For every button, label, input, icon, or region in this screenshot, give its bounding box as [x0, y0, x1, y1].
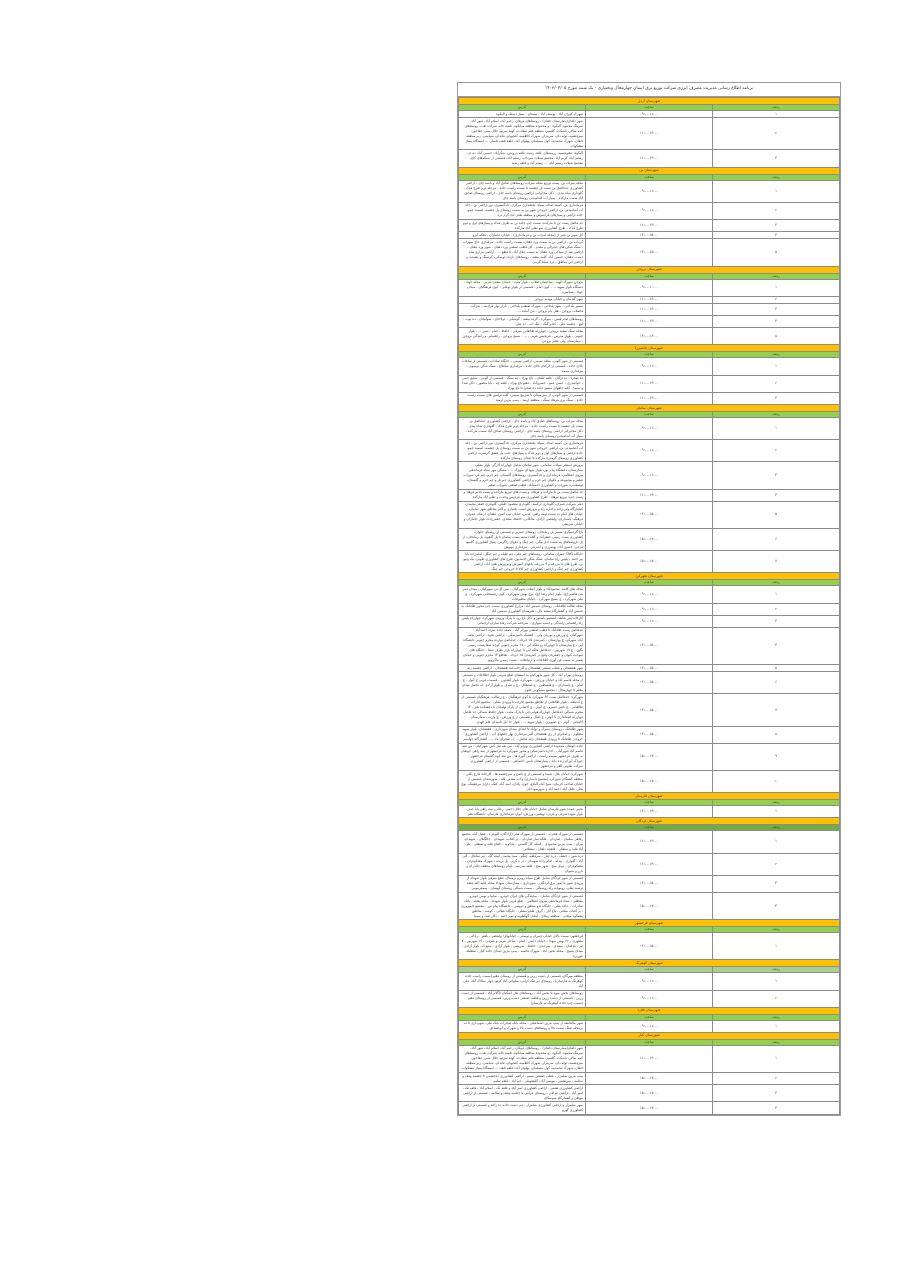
- outage-address: دره شور - خشک - دره چنار - سرقلعه، چنگو - سید محمد - آیینه گک - تیر ساغال - آلی آباد - گلواری - بیدله - امام زاده شهیدان - در ه گرم - پل بریده - شهرک مشکوه‌ران - مشکوه‌ران - دوتل میخ - شهر منج - قلعه مدرسه - امام روستاهای منطقه جالدران و بارز و شیوان: [459, 853, 586, 875]
- outage-time: ۱۵:۰۰-۱۷:۰۰: [586, 551, 713, 573]
- outage-time: ۱۵:۰۰-۱۷:۰۰: [586, 528, 713, 550]
- outage-time: ۱۵:۰۰-۱۷:۰۰: [586, 1085, 713, 1102]
- header-time: ساعت: [586, 105, 713, 111]
- row-number: ۶: [713, 528, 840, 550]
- outage-address: روستاهای بخش میهه تا بخش آباد - روستاهای نعل اشکنان تاگلام آباد - قسمتی از دشت زرین - قسمتی از دشت زرین و قطب صنعتی دشت زرین، قسمتی از روستای دهنو (سمت چپ جاده کوهرنگ به فارسان): [459, 990, 586, 1007]
- row-number: ۱: [713, 586, 840, 603]
- table-row: [459, 771, 840, 793]
- outage-time: ۰۹:۰۰-۱۱:۰۰: [586, 615, 713, 627]
- outage-time: ۰۹:۰۰-۱۱:۰۰: [586, 462, 713, 489]
- section-title: شهرستان بن: [459, 167, 840, 174]
- table-row: [459, 303, 840, 315]
- row-number: ۲: [713, 118, 840, 150]
- outage-time: ۱۳:۰۰-۱۵:۰۰: [586, 665, 713, 672]
- table-row: [459, 111, 840, 118]
- outage-address: باغ گردشگری مسیر پل زمانخان، روستای چمزین و قسمتی از روستای چلوان، کشاورزی پست زمینی جعفرآباد و کلاه دسته، پست سامان تا پل گلقوه، پل زمانخان، از پل تاروستاهای به سمت ادل بیگی، چم چنگ و باغهای زاگرس، پمپاژ کشاورزی گلمبو، فرحی، حسین آباد، پهنمرزی و اشرفی - مرغداری بهنوش: [459, 528, 586, 550]
- outage-address: روستای بهرام آباد - کل شهر شهرکیان به استثنای ضلع شرقی بلوار اطلاعات و قسمتی از محله قاسم آباد و خیابان ورزش - شهرکرد، بلوار کشاورز - قسمت غربی چ آبوار - چ امام - چ پاسداران - چ فلسطین - چ استقلال - چ و صدف و بلوار آزادی حد فاصل میدان معلم تا چهارمحال - مجتمع مسکونی علوم: [459, 672, 586, 694]
- row-number: ۲: [713, 990, 840, 1007]
- section-header: [459, 405, 840, 412]
- table-row: [459, 528, 840, 550]
- row-number: ۵: [713, 239, 840, 266]
- row-number: ۶: [713, 672, 840, 694]
- outage-address: پمپ بنزین شلمزار - قطب صنعتی نسیم - اراضی کشاورزی ده‌چشمی تا چشمه وقف و سالمه - سرتشنیز - موسی آباد، کلیشوبلی - چم آباد - قلعه سلیم: [459, 1073, 586, 1085]
- outage-schedule-table: [458, 97, 840, 1115]
- table-row: [459, 665, 840, 672]
- outage-time: ۱۵:۰۰-۱۷:۰۰: [586, 743, 713, 770]
- row-number: ۱۰: [713, 771, 840, 793]
- table-row: [459, 358, 840, 375]
- outage-time: ۱۳:۰۰-۱۴:۰۰: [586, 806, 713, 818]
- section-header: [459, 345, 840, 352]
- row-number: ۴: [713, 489, 840, 501]
- outage-time: ۱۳:۰۰-۱۵:۰۰: [586, 933, 713, 960]
- header-address: آدرس: [459, 273, 586, 279]
- section-header: [459, 573, 840, 580]
- outage-time: ۰۹:۰۰-۱۱:۰۰: [586, 990, 713, 1007]
- outage-address: قسمتی از شهر آلونی، محله سیمی، اراضی سیمی - جایگاه سادات - قسمتی از ساعات بالای جاده - قسمتی از کرکنان بالای جاده - مرغداری ساقلاغ - سنگ شکن دوسوی - مرغداری سیمه: [459, 358, 586, 375]
- outage-address: فرمانداری بن، کمیته امداد، سپاه، بخشداری مرکزی، دادگستری، تور اراضی بن - چاه آب آشامیدنی بن، اراضی خروجی شهر بن به سمت روستای پل چشمه، اسمند چمو، جاده اراضی و پمپاژهای فراشوش و منطقه نقلی آباد گرم دره: [459, 202, 586, 219]
- table-row: [459, 279, 840, 296]
- section-header: [459, 98, 840, 105]
- row-number: ۱: [713, 1020, 840, 1032]
- section-title: شهرستان فارسان: [459, 793, 840, 800]
- table-row: [459, 615, 840, 627]
- header-address: آدرس: [459, 174, 586, 180]
- table-row: [459, 973, 840, 990]
- row-number: ۳: [713, 462, 840, 489]
- outage-time: ۱۳:۰۰-۱۵:۰۰: [586, 672, 713, 694]
- schedule-sheet: [457, 82, 841, 1116]
- outage-time: ۱۳:۰۰-۱۵:۰۰: [586, 501, 713, 528]
- row-number: ۱: [713, 806, 840, 818]
- outage-address: جاده جونقان محدوده اراضی کشاورزی بهرام آباد - من نعه تیاز کش شهرکیان - من نعه قاسم آباد شهرکیان - اداره دامپزشکی و محور شهرکرد به فرخشهر از سه راهی جونقان به طرف فرخشهر سمت راست - اراضی گوره ها - من نعه کوه گلستان فرخشهر - خوراک آوزان زنده داند - بیمارستان تامین اجتماعی - قسمتی از اراضی کشاورزی شرکت تعاونی آلفر و فرخشهر: [459, 743, 586, 770]
- table-row: [459, 586, 840, 603]
- table-row: [459, 806, 840, 818]
- section-title: شهرستان اردل: [459, 98, 840, 105]
- table-row: [459, 853, 840, 875]
- outage-address: شهرکرد: حدفاصل پست ۶۳ شهرکرد تا کوی فرهنگیان - چ رسالت، فرهنگیان قسمتی از چ اندیشه - بلوار طالقانی از تقاطع مجتمع ادارات تا ورودی معلی - مجتمع ادارات طالقانی - چ ناصر خسرو - چ آبوار - چ کاشانی از پارک تهلیجان تا دانشکده هنر - ۱۴ محرم شمالی حدفاصل چهارراه هوایی‌چی تا پارک ملت - بلوار حافظ شمالی حد فاصل چهارراه استانداری تا کوثر - چ اقبال و قسمتی از چ ورزش - چ وارث - بیمارستان کاشانی - کوثر - چ صنوبری - بلوار شهید ... - بلوار ۱۲ ایل نامیدان علم الهدی: [459, 694, 586, 726]
- outage-time: ۱۱:۰۰-۱۳:۰۰: [586, 118, 713, 150]
- outage-time: ۱۱:۰۰-۱۳:۰۰: [586, 296, 713, 303]
- table-row: [459, 672, 840, 694]
- header-time: ساعت: [586, 967, 713, 973]
- section-header: [459, 266, 840, 273]
- header-row-number: ردیف: [713, 580, 840, 586]
- outage-address: ده صحرا - ده ترکان - قلعه افغان - باغ بهزاد - ده سنگ - قسمتی از آلونی - سلیج جمی - حواصدری - حسن عمو - خسروآباد - دهنو باغ بهزاد - قلعه چه - بابا منصور - دکل صدا و سیما - کلیه چاههای مسیر جاده ده صحرا تا باغ بهزاد: [459, 375, 586, 392]
- outage-time: ۱۱:۰۰-۱۳:۰۰: [586, 1045, 713, 1072]
- section-title: شهرستان سامان: [459, 405, 840, 412]
- outage-address: شهر طاقانک - روستای سیرک و توآباد تا ابتدای میدان شهرداری - هفشجان، بلوار شهید مظلوم - و صحرای از ری هفشجان اکبر مرغداری بهار چاههای آب - اراضی کشاورزی خروجی طاقانک تا ورودی هفشجان (حد فاصل... ) - صحرای باد ... - کشتارگاه جهانمیر: [459, 726, 586, 743]
- row-number: ۳: [713, 303, 840, 315]
- row-number: ۸: [713, 726, 840, 743]
- row-number: ۱: [713, 111, 840, 118]
- outage-address: کارخانه پنیر شاهد، انستیتو پاستور و دکل باغ رو، تا پارک ورودی شهرکرد، چهارراه پلیس راه راهنمایی رانندگی و اسب سواری - سرخانه شرکت رفاه سازان ارجمانی: [459, 615, 586, 627]
- header-row-number: ردیف: [713, 967, 840, 973]
- table-row: [459, 1045, 840, 1072]
- row-number: ۷: [713, 694, 840, 726]
- row-number: ۴: [713, 232, 840, 239]
- table-row: [459, 501, 840, 528]
- header-address: آدرس: [459, 580, 586, 586]
- section-title: شهرستان کیار: [459, 1032, 840, 1039]
- header-time: ساعت: [586, 273, 713, 279]
- outage-address: محله سنگ سفید بروجن - چهارراه طالقانی شرقی - حافظ - خیام - شیر ... - بلوار جنوبی - بلوار مدرس - فرنجیس غربی - ... - بسیج بروجن - راهنمایی و رانندگی بروجن - بیمارستان ولی عصر بروجن: [459, 328, 586, 345]
- table-row: [459, 551, 840, 573]
- table-row: [459, 726, 840, 743]
- outage-time: ۰۹:۰۰-۱۱:۰۰: [586, 973, 713, 990]
- header-time: ساعت: [586, 174, 713, 180]
- row-number: ۳: [713, 392, 840, 404]
- section-title: شهرستان کوهرنگ: [459, 960, 840, 967]
- header-time: ساعت: [586, 412, 713, 418]
- outage-address: قسمتی از شهر لردگان شامل طرح سپاه روبرو ترمینال، ضلع شرقی بلوار شهداء از ورودی شهر تا امور برق لردگان - شهرداری - بیمارستان شهداء محله علیه الله یتشد ترسند بعلی، روبوبانه راه روستائی - سمت شمالی روستای کهیمان - سمعرمونی: [459, 875, 586, 892]
- page-title: برنامه اطلاع رسانی مدیریت مصرف انرژی شرکت توزیع برق استان چهارمحال وبختیاری - یک شنبه مورخ ۱۴۰۳/۰۴/۰۵: [458, 83, 840, 97]
- header-time: ساعت: [586, 352, 713, 358]
- header-time: ساعت: [586, 580, 713, 586]
- outage-time: ۱۱:۰۰-۱۳:۰۰: [586, 853, 713, 875]
- outage-time: ۱۳:۰۰-۱۵:۰۰: [586, 875, 713, 892]
- outage-address: شهرک کوران آباد - یوسف آباد - تبستان - پمپاژ دشتک و آلیکوه: [459, 111, 586, 118]
- header-address: آدرس: [459, 1039, 586, 1045]
- outage-time: ۱۱:۰۰-۱۳:۰۰: [586, 831, 713, 853]
- row-number: ۱: [713, 973, 840, 990]
- outage-time: ۱۱:۰۰-۱۳:۰۰: [586, 316, 713, 328]
- header-address: آدرس: [459, 800, 586, 806]
- outage-address: دفتر شرکت عمران، گلوداری ترکمند، گلوداری مقصود خلیلی، گلوداری اصغر محمدی، کشتارگاه ولی زاده و اداره راه و پرورش اسب بختیاری و اکثر مناطق شهر سامان، خیابان های امام به سمت تیمه راهی، قدس، خیابان تیپ آتش، دهقان، ارشاد، عمران، فرهنگ، پاسداران، ولیعصر، آزادی، مالکانی، حافظ، سعدی، جعفرزاده، بلوار جانبازان و خیابان شریعتی: [459, 501, 586, 528]
- row-number: ۵: [713, 501, 840, 528]
- row-number: ۱: [713, 180, 840, 202]
- outage-address: قسمتی از شهر آلونی، از سر میدان تا سرپیچ سیمی، کلیه ترانس های سمت راست جاده - سنگ بری فرهاد سنگ - منطقه ارمند - پمپ بنزین ارمند: [459, 392, 586, 404]
- table-row: [459, 150, 840, 167]
- table-row: [459, 1085, 840, 1102]
- table-row: [459, 892, 840, 919]
- section-header: [459, 818, 840, 825]
- outage-time: ۰۹:۰۰-۱۱:۰۰: [586, 603, 713, 615]
- table-row: [459, 118, 840, 150]
- section-header: [459, 1007, 840, 1014]
- section-title: شهرستان بروجن: [459, 266, 840, 273]
- outage-time: ۰۹:۰۰-۱۱:۰۰: [586, 418, 713, 440]
- header-address: آدرس: [459, 105, 586, 111]
- table-row: [459, 875, 840, 892]
- outage-time: ۱۱:۰۰-۱۳:۰۰: [586, 303, 713, 315]
- outage-address: شهر هفشجان و قطب صنعتی هفشجان و کارخانه قند هفشجان - اراضی چشمه زنه: [459, 665, 586, 672]
- row-number: ۴: [713, 892, 840, 919]
- outage-address: حد فاصل پست بن تا مارکده، سمت چپ جاده بن به طرف فدک و پمپاژهای اول و دوم طرح فدک - طرح کشاورزی سو نقلی آباد مارکده: [459, 219, 586, 231]
- outage-address: شهر مالخلیفه از پمپ بنزین اسماعیلی - محله بانک صادرات بانک ملی، شهرداری تا ته برمحله صنگ سمت بالا و روستاهای دشت بالا و شهرک و ابواسحاق: [459, 1020, 586, 1032]
- outage-time: ۱۵:۰۰-۱۷:۰۰: [586, 892, 713, 919]
- section-title: شهرستان شهرکرد: [459, 573, 840, 580]
- outage-address: محله های کلمه، محمودآباد و بلوار انقلاب شهرکیان - سی آی تی شهرکیان - میدان قمر بنی هاشم (ع)، بلوار امام رضا (ع)، برج بهمن شهرکرد - کوی رفسنجانی شهرکرد - چ ملی شهرکرد - چ بسیج شهرکرد - خیابان مطبوعات: [459, 586, 586, 603]
- outage-address: بخش عمده شهر فارسان شامل خیابان های جلال احمی، رجائی، سه راهی بابا حیدر، بلوار شهدا شرقی و غربی، بهشتی، ورزش، آبوار، فرمانداری فارسان، دانشگاه علم: [459, 806, 586, 818]
- outage-address: محله طالب طاقانک - روستای شمس آباد، مزارع کشاورزی سمت چپ محور طاقانک به شمس آباد و کشتارگاه سفید دال - هنرستان کشاورزی شمس آباد: [459, 603, 586, 615]
- outage-address: منطقه میرگان، قسمتی از دشت زرین و قسمتی از روستای دهنو (سمت راست جاده کوهرنگ به فارسان) - روستای دم تنگ کرانی، سلوانی آباد کرتو، چهار سالاک آباد، علی آباد: [459, 973, 586, 990]
- row-number: ۳: [713, 875, 840, 892]
- outage-time: ۱۳:۰۰-۱۵:۰۰: [586, 239, 713, 266]
- table-row: [459, 1073, 840, 1085]
- section-header: [459, 920, 840, 927]
- outage-time: ۰۹:۰۰-۱۱:۰۰: [586, 111, 713, 118]
- outage-address: پرورش استخر شیلات سامانی، شهر سامان شامل چهارراه کارگر، بلوار معلم، بیمارستان، دانشگاه پیام نور، بلوار شهدای شهرک ... - مسکن مهر ستاد فرماندهی نیروی انتظامی، فرمانداری و دادگستری، روستاهای گلستان، چم خرم، چم نار، شوراب صغیر و مجموعه و باغهای چم خرم و اراضی کشاورزی چم نار و چم خرم و گلستان، توسعه‌دره شوراب و کشاورزی احمدآباد، قطب صنعتی شوراب صغیر: [459, 462, 586, 489]
- outage-time: ۱۱:۰۰-۱۳:۰۰: [586, 489, 713, 501]
- outage-time: ۰۹:۰۰-۱۱:۰۰: [586, 202, 713, 219]
- outage-time: ۱۳:۰۰-۱۵:۰۰: [586, 232, 713, 239]
- row-number: ۲: [713, 853, 840, 875]
- header-row-number: ردیف: [713, 1039, 840, 1045]
- outage-time: ۰۹:۰۰-۱۱:۰۰: [586, 586, 713, 603]
- row-number: ۴: [713, 316, 840, 328]
- table-row: [459, 328, 840, 345]
- row-number: ۱: [713, 1045, 840, 1072]
- outage-address: جایگاه CNG عمران سامانی، روستاهای چم علی، چم غلیله و چم جنگل، امامزاده بابا پیر احمد - پلیس راه سامان، سنگ شکن احمدپور، طرح های کشاورزی طوبی، یک ونیو بن، طرح های ۸ مزرعه و ۹ مزرعه، باغهای آموزش و پرورش نقلی آباد، اراضی کشاورزی چم چنگ و اراضی کشاورزی چم کالا تا خروجی چم چنگ: [459, 551, 586, 573]
- header-address: آدرس: [459, 825, 586, 831]
- table-row: [459, 627, 840, 664]
- outage-address: شهر شلمزار و اراضی کشاورزی شلمزار - دنر دشت جاده ده راجه و قسمتی از اراضی کشاورزی گهرو: [459, 1102, 586, 1114]
- row-number: ۲: [713, 603, 840, 615]
- outage-address: شهر دلفان(بیمارستان دلفان) - روستاهای دوپلان، رحیم آباد، اسلام آباد، غیور آباد، سرتنگ محمود، آلیکوه - و محدوده منطقه میانکوه، تلمبه خانه شرکت نفت، روستاهای کمه سالار، ناشکت، گلسیز، منطقه علم سعادت، کهنه سرتو، جلال شیر، چغاخور، سرچشمه، توله دان، سرمزار، شهرک کاظمیه، آقجیهان، فاندان، شیاسی، زیر منطقه دلفان، شهرک محمدیه، کول مسلمان، پهلوان آباد، قلعه تلفه، تلمبار، ... ایستگاه پمپاژ مشکوات: [459, 118, 586, 150]
- section-title: شهرستان لردگان: [459, 818, 840, 825]
- section-title: شهرستان فلارد: [459, 1007, 840, 1014]
- table-row: [459, 239, 840, 266]
- table-row: [459, 392, 840, 404]
- table-row: [459, 440, 840, 462]
- section-header: [459, 960, 840, 967]
- row-number: ۱: [713, 279, 840, 296]
- table-row: [459, 462, 840, 489]
- row-number: ۲: [713, 1073, 840, 1085]
- row-number: ۹: [713, 743, 840, 770]
- section-header: [459, 793, 840, 800]
- row-number: ۳: [713, 615, 840, 627]
- section-header: [459, 1032, 840, 1039]
- outage-time: ۱۵:۰۰-۱۷:۰۰: [586, 771, 713, 793]
- table-row: [459, 694, 840, 726]
- row-number: ۱: [713, 358, 840, 375]
- outage-address: شهر گندمان و خیابان مهدیه بروجن: [459, 296, 586, 303]
- header-row-number: ردیف: [713, 105, 840, 111]
- outage-address: گرداب بن - اراضی بن به سمت ورد دهنان، سمت راست جاده - مرغداری حاج سهراب - سنگ شکن های حجرالی و مقدم - کل قطب صنعتی ورد دهنان - شهر ورد دهنان - اراضی بعد از سیاکی ورد دهنان به سمت جلال آباد، تا قطع ... - اراضی مزارع شاه دشت، دهنان، حسین آباد، کلمه بیشه - روستاهای بازده، توسکی، کرسنگ و پشنده، و اراضی این مناطق - دره سیاه گرمی: [459, 239, 586, 266]
- outage-address: محله سراب بن، پست توزیع محله سراب، روستاهای صادق آباد و باسه چای - اراضی کشاورزی حدفاصل بن بست بل چشمه تا سمت راست جاده - مرحله دوم طرح فدک - گلوداری شاه بیدی - دکل مخابراتی اراضی روستای باسه چای - اراضی روستای صادق آباد سمت مارکده - پمپاژ آب آشامیدنی روستای باسه چای: [459, 180, 586, 202]
- outage-address: حد فاصل پست بن تا مارکده و فرهاد، و پست های توزیع مارکده و پست فدیم فرهاد و پست جدید توزیع فرهاد - طرح کشاورزی سو فردوس وحدت و نقلی آباد مارکده: [459, 489, 586, 501]
- table-row: [459, 296, 840, 303]
- outage-time: ۱۳:۰۰-۱۵:۰۰: [586, 694, 713, 726]
- header-time: ساعت: [586, 825, 713, 831]
- outage-time: ۱۳:۰۰-۱۵:۰۰: [586, 627, 713, 664]
- header-row-number: ردیف: [713, 927, 840, 933]
- outage-time: ۰۹:۰۰-۱۱:۰۰: [586, 440, 713, 462]
- row-number: ۱: [713, 418, 840, 440]
- table-row: [459, 933, 840, 960]
- header-row-number: ردیف: [713, 412, 840, 418]
- header-row-number: ردیف: [713, 825, 840, 831]
- outage-time: ۰۹:۰۰-۱۱:۰۰: [586, 358, 713, 375]
- outage-address: فرمانداری بن، کمیته امداد، سپاه، بخشداری مرکزی، دادگستری، تور اراضی بن - چاه آب آشامیدنی بن، اراضی خروجی شهر بن به سمت روستای پل چشمه، اسمند چمو، جاده اراضی و پمپاژهای اول و دوم فدک و پمپاژهای جنب پل عشق گرمدره، اراضی کشاورزی روستای گرمدره مارکده تا ابتدای روستای مارکده: [459, 440, 586, 462]
- header-time: ساعت: [586, 927, 713, 933]
- outage-address: شهر دلفان(بیمارستان دلفان) - روستاهای دوپلان، رحیم آباد، اسلام آباد، غیور آباد، سرتنگ محمود، آلیکوه - و محدوده منطقه میانکوه، تلمبه خانه شرکت نفت، روستاهای کمه سالار، ناشکت، گلسیز، منطقه علم سعادت، کهنه سرتو، جلال شیر، چغاخور، سرچشمه، توله دان، سرمزار، شهرک کاظمیه، آقجیهان، فاندان، شیاسی، زیر منطقه دلفان، شهرک محمدیه، کول مسلمان، پهلوان آباد، قلعه تلفه، ... ایستگاه پمپاژ مشکوات: [459, 1045, 586, 1072]
- table-row: [459, 180, 840, 202]
- outage-time: ۱۱:۰۰-۱۳:۰۰: [586, 150, 713, 167]
- section-header: [459, 167, 840, 174]
- outage-address: شهرکرد: خیابان بلال، شیما و قسمتی از چ ناصح و سرچشمه ها - کارخانه قارچ بکلی - منطقه کشتگان شهرکرد (مجتمع دامداری) و آب معدنی قله - سورشجان قسمتی از خیابان صاحب الزمان، شیخ آباد، آلیلاغ، خوی، پادان، اسد آباد، کنک، دارای مرغشتک، نوع بحار، خلیل آباد، احمد آباد و شهرسودجان: [459, 771, 586, 793]
- outage-time: ۰۹:۰۰-۱۱:۰۰: [586, 1020, 713, 1032]
- row-number: ۳: [713, 219, 840, 231]
- outage-address: فرخشهر: سمت بالای خیابان چمران و توسلی - خیابانهای: ولیعصر - باهنر - رجائی - مطهری - ۲۲ بهمن شهدا - خیابان دانش - امام - ساحل غربی و شرقی - ۱۷ شهریور - ۷ تیر - فدائیان - سعدی - سرحدی - حافظ - شریعتی - بلوار آزادی - منبع آب بلوار آزادی - میدان بسیج - محله یحیی آباد - شهرک قائمیه - پمپ بنزین ابتدای جاده کیار - سطیله عوزیره: [459, 933, 586, 960]
- outage-time: ۱۱:۰۰-۱۳:۰۰: [586, 392, 713, 404]
- header-row-number: ردیف: [713, 174, 840, 180]
- header-address: آدرس: [459, 927, 586, 933]
- outage-time: ۱۳:۰۰-۱۶:۰۰: [586, 328, 713, 345]
- outage-time: ۰۹:۰۰-۱۰:۰۰: [586, 279, 713, 296]
- outage-address: قسمتی از شهرک هجرت - قسمتی از شهرک فجر (آزادگان، آلیوتی) - عقیل آباد، مجتمع رفاهی سلمان - صاردان - فلکه نماز صاردان - بر آفتاب، شهیدان - جالگیلان - شهیدان، بیران - پمپ بنزین محمودی - کینک، گل گلسین - بادکوبه - دلفان فلیه و ستقلی - تلی آباد فلیه و ستقلی - قلعچه دلفان - ستقلانی: [459, 831, 586, 853]
- outage-address: مسیر بلداجی - شهر بلداجی - شهرک صنعتی بلداجی - بازار بهار فرادنبه - شرکت فاضلاب بروجن - هتل بام بروجن - بتن آماده ...: [459, 303, 586, 315]
- row-number: ۲: [713, 202, 840, 219]
- table-row: [459, 489, 840, 501]
- table-row: [459, 1102, 840, 1114]
- header-time: ساعت: [586, 1039, 713, 1045]
- row-number: ۵: [713, 665, 840, 672]
- table-row: [459, 316, 840, 328]
- table-row: [459, 232, 840, 239]
- row-number: ۲: [713, 440, 840, 462]
- header-time: ساعت: [586, 800, 713, 806]
- row-number: ۲: [713, 296, 840, 303]
- row-number: ۲: [713, 375, 840, 392]
- outage-address: اراضی کشاورزی تشنیز - اراضی کشاورزی امیر آباد و قلعه تک - اسلام آباد - قلعه تک - امیر آباد - اراضی عراقی - روستای عراقی تا چشمه وقف و سالمه - قسمتی از اراضی موطن و کشتارگاه شوسکان: [459, 1085, 586, 1102]
- row-number: ۴: [713, 1102, 840, 1114]
- outage-time: ۱۱:۰۰-۱۳:۰۰: [586, 375, 713, 392]
- table-row: [459, 418, 840, 440]
- outage-time: ۰۹:۰۰-۱۱:۰۰: [586, 180, 713, 202]
- row-number: ۵: [713, 328, 840, 345]
- row-number: ۷: [713, 551, 840, 573]
- row-number: ۴: [713, 627, 840, 664]
- outage-address: بروجن شهرک الهیه - ساختمان طلاب - بلوار ملت - خیابان سعدی غربی - محله جهاد - دستگاه بلوار شهید ... - کوی امام - قسمتی از بلوار بوعلی - کوی فرهنگیان - میدان جهاد - سیاسره: [459, 279, 586, 296]
- outage-time: ۱۳:۰۰-۱۵:۰۰: [586, 726, 713, 743]
- outage-address: کل شهر بن بغیر از (محله سراب بن و فرمانداری) - خیابان جانبازان - فلکه آبرو: [459, 232, 586, 239]
- header-row-number: ردیف: [713, 273, 840, 279]
- outage-time: ۱۱:۰۰-۱۳:۰۰: [586, 219, 713, 231]
- row-number: ۱: [713, 933, 840, 960]
- table-row: [459, 202, 840, 219]
- outage-address: روستاهای امام قیس - میوگره - گرده بیشه - گوشکی - دولاخان - سولیجان - ده نوت - لیچ - چشمه علی - کدام گنگ - تنگ آب - ده علی: [459, 316, 586, 328]
- outage-address: محله سراب بن، روستاهای صادق آباد و باسه چای - اراضی کشاورزی حدفاصل بن بست پل چشمه تا سمت راست جاده - مرحله دوم طرح فدک - گلوداری شاه بیدی - دکل مخابراتی اراضی روستای باسه چای - اراضی روستای صادق آباد سمت مارکده - پمپاژ آب آشامیدنی روستای باسه چای: [459, 418, 586, 440]
- table-row: [459, 375, 840, 392]
- header-row-number: ردیف: [713, 800, 840, 806]
- header-row-number: ردیف: [713, 1014, 840, 1020]
- section-title: شهرستان فرخشهر: [459, 920, 840, 927]
- row-number: ۱: [713, 831, 840, 853]
- header-row-number: ردیف: [713, 352, 840, 358]
- table-row: [459, 1020, 840, 1032]
- section-title: شهرستان خانمیرزا: [459, 345, 840, 352]
- header-time: ساعت: [586, 1014, 713, 1020]
- table-row: [459, 219, 840, 231]
- table-row: [459, 990, 840, 1007]
- header-address: آدرس: [459, 967, 586, 973]
- table-row: [459, 603, 840, 615]
- outage-address: آلیکوه، دهنوعسیه، زرمسلان، قلعه رشید، قلعه درویش، شکرآباد، حسین آباد، ده دژ، رستم آباد، کریم آباد، مجتمع شیلات سرداب، رستم آباد، قسمتی از شبکه‌های کاج، مجتمع شیلات رستم آباد، ... رستم آباد و قلعه رشید: [459, 150, 586, 167]
- table-row: [459, 831, 840, 853]
- header-address: آدرس: [459, 1014, 586, 1020]
- header-address: آدرس: [459, 412, 586, 418]
- outage-time: ۱۵:۰۰-۱۷:۰۰: [586, 1102, 713, 1114]
- outage-time: ۱۵:۰۰-۱۷:۰۰: [586, 1073, 713, 1085]
- header-address: آدرس: [459, 352, 586, 358]
- outage-address: حدفاصل پست طاقانک تا قطب صنعتی بهرام آباد - نصفه جاده سرته احمدآباد - شهرکیان، چ ورزش و بوریای ولی - کشتیک دامپزشکی - اراضی نخود - اراضی نجف آباد، شهرکرد چ بهارستان - کمربندی ۱۵ خرداد - حدفاصل نوازده محرم جنوبی دانشگاه آبی - چ بهارستان تا چهارراه رو فلکه آبی - ۱۷ محرم جنوبی کوچه سفا پست زمینی نگین - چ ۱۷ شهریور - حدفاصل فلکه آبی تا چهارراه بازار طرف شفا - جایگاه های سوخت کیوان و جعفریان واقع در کمربندی ۱۵ خرداد - تقاطع ۱۳ محرم جنوبی و خیابان تعمیر به سمت فن آوری اطلاعات و ارتباطات - پست زمینی ماکرویو: [459, 627, 586, 664]
- row-number: ۳: [713, 150, 840, 167]
- table-row: [459, 743, 840, 770]
- row-number: ۳: [713, 1085, 840, 1102]
- outage-address: قسمتی از شهر لردگان شامل: - نمایندگی های ایران خودرو - سایپا و بهمن خودرو - معطلی - ستاد فرماندهی نیروی انتظامی - ضلع غربی بلوار شهداء - محله پشته - بانک صادرات - جاده بعلی - جایگاه تدو منطق و دوپسی - دانشگاه پیام نور - مجتمع دامپروری - بر آفتاب میلانی - باغ انار - گرف علیاو سفلی - جایگاه عیلانی - کوشه - مناطق پشتکوه میلانی - منطقه رملای - لبتابل گهکیلویه و بویر احمد - دکل صدا و سیما: [459, 892, 586, 919]
